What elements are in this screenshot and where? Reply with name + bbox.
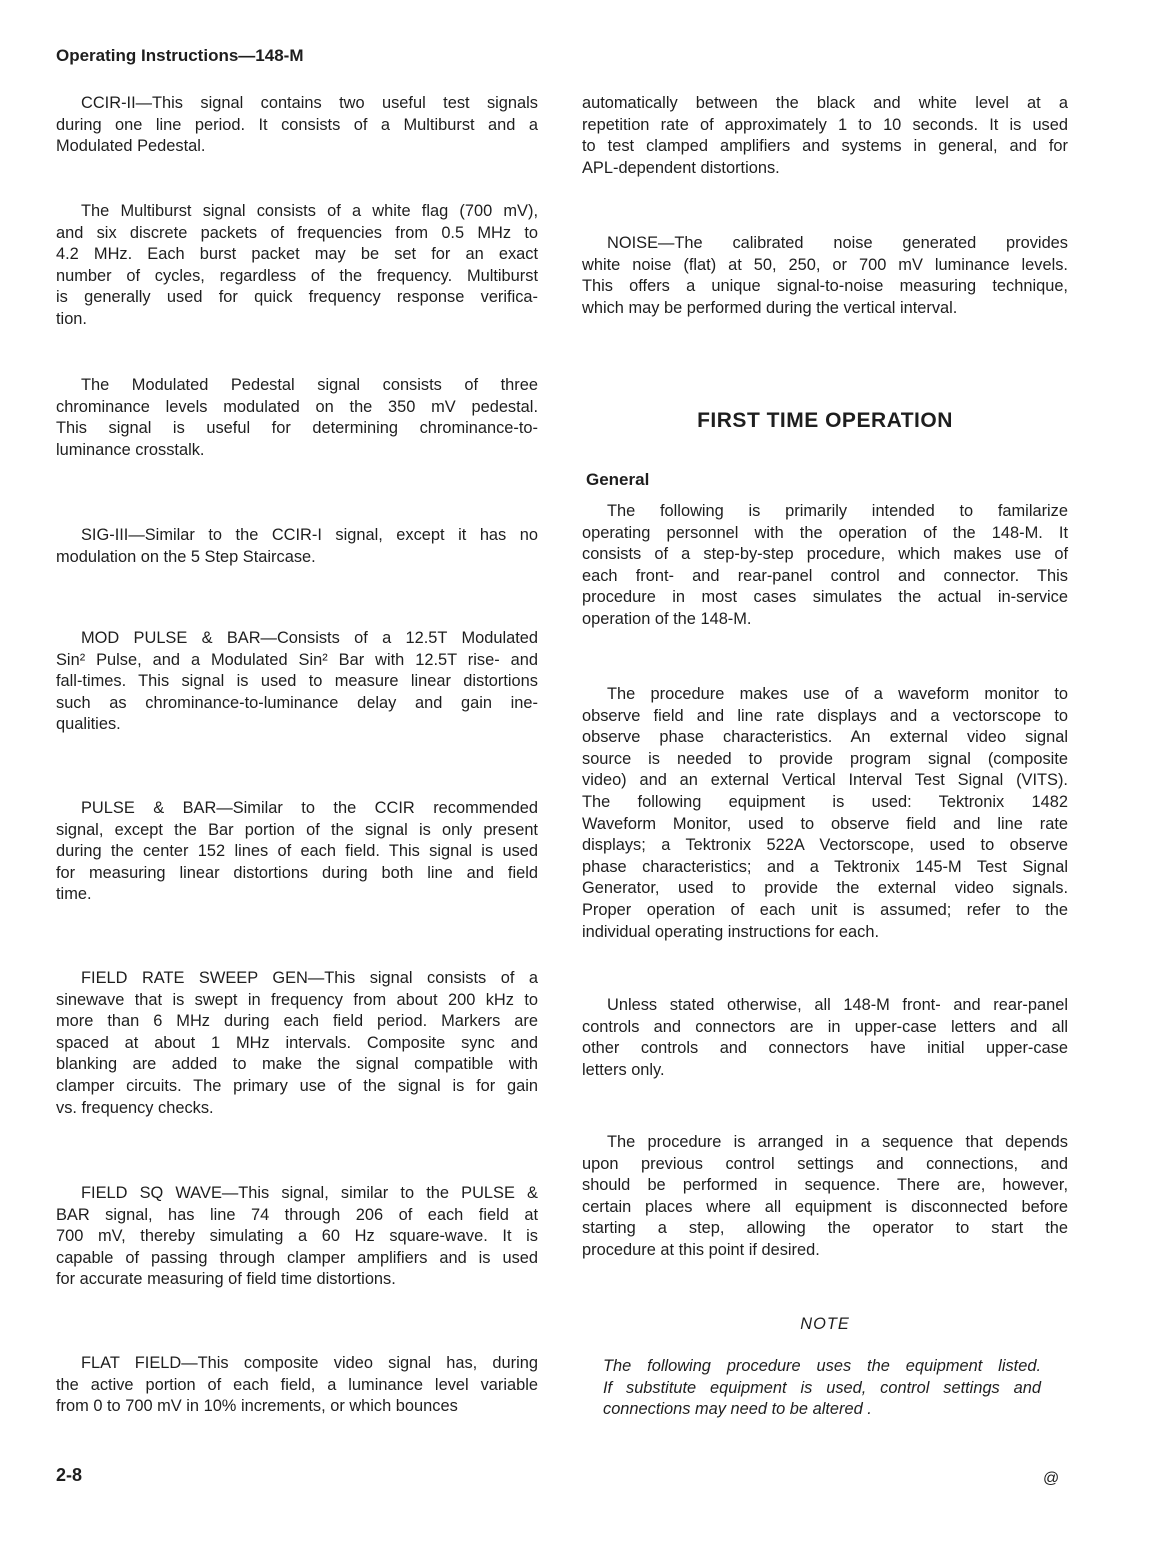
text-line: chrominance levels modulated on the 350 mV pedestal. <box>56 397 538 416</box>
paragraph-field-sq-wave <box>56 1183 538 1291</box>
text-line: should be performed in sequence. There are, however, <box>582 1176 1068 1195</box>
text-line: spaced at about 1 MHz intervals. Composite sync and <box>56 1033 538 1052</box>
text-line: which may be performed during the vertical interval. <box>582 298 958 317</box>
text-line: Sin² Pulse, and a Modulated Sin² Bar with 12.5T rise- and <box>56 650 538 669</box>
text-line: time. <box>56 885 92 904</box>
text-line: The following equipment is used: Tektronix 1482 <box>582 792 1068 811</box>
text-line: number of cycles, regardless of the frequency. Multiburst <box>56 266 538 285</box>
text-line: and six discrete packets of frequencies from 0.5 MHz to <box>56 223 538 242</box>
text-line: The following procedure uses the equipment listed. <box>603 1357 1041 1375</box>
text-line: upon previous control settings and connections, and <box>582 1154 1068 1173</box>
text-line: automatically between the black and white level at a <box>582 94 1068 112</box>
paragraph-sig-iii <box>56 525 538 568</box>
text-line: FIELD RATE SWEEP GEN—This signal consists of a <box>81 969 538 987</box>
paragraph-flat-field <box>56 1353 538 1418</box>
footer-mark: @ <box>1043 1470 1060 1487</box>
paragraph-sequence <box>582 1132 1068 1262</box>
text-line: other controls and connectors have initial upper-case <box>582 1039 1068 1058</box>
text-line: SIG-III—Similar to the CCIR-I signal, except it has no <box>81 526 538 544</box>
text-line: APL-dependent distortions. <box>582 158 780 177</box>
text-line: qualities. <box>56 715 121 734</box>
text-line: signal, except the Bar portion of the signal is only present <box>56 820 538 839</box>
text-line: NOISE—The calibrated noise generated provides <box>607 234 1068 252</box>
text-line: observe field and line rate displays and a vectorscope to <box>582 706 1068 725</box>
paragraph-conventions <box>582 995 1068 1081</box>
paragraph-pulse-bar <box>56 798 538 906</box>
text-line: during the center 152 lines of each field. This signal is used <box>56 842 538 861</box>
text-line: fall-times. This signal is used to measure linear distortions <box>56 672 538 691</box>
paragraph-multiburst <box>56 201 538 331</box>
text-line: BAR signal, has line 74 through 206 of each field at <box>56 1205 538 1224</box>
text-line: The Modulated Pedestal signal consists of three <box>81 376 538 394</box>
paragraph-continuation <box>582 93 1068 179</box>
subsection-title: General <box>586 470 650 489</box>
text-line: controls and connectors are in upper-case letters and all <box>582 1017 1068 1036</box>
text-line: for measuring linear distortions during both line and field <box>56 863 538 882</box>
text-line: Generator, used to provide the external video signals. <box>582 879 1068 898</box>
paragraph-mod-pulse-bar <box>56 628 538 736</box>
text-line: connections may need to be altered . <box>603 1400 872 1419</box>
text-line: for accurate measuring of field time distortions. <box>56 1270 396 1289</box>
text-line: Proper operation of each unit is assumed; refer to the <box>582 900 1068 919</box>
text-line: PULSE & BAR—Similar to the CCIR recommended <box>81 799 538 817</box>
text-line: white noise (flat) at 50, 250, or 700 mV luminance levels. <box>582 255 1068 274</box>
text-line: The following is primarily intended to familarize <box>607 502 1068 520</box>
text-line: each front- and rear-panel control and connector. This <box>582 566 1068 585</box>
text-line: procedure at this point if desired. <box>582 1240 820 1259</box>
text-line: observe phase characteristics. An external video signal <box>582 728 1068 747</box>
text-line: luminance crosstalk. <box>56 440 205 459</box>
text-line: individual operating instructions for each. <box>582 922 880 941</box>
text-line: repetition rate of approximately 1 to 10 seconds. It is used <box>582 115 1068 134</box>
paragraph-equipment <box>582 684 1068 943</box>
text-line: The Multiburst signal consists of a white flag (700 mV), <box>81 202 538 220</box>
text-line: displays; a Tektronix 522A Vectorscope, used to observe <box>582 836 1068 855</box>
running-header: Operating Instructions—148-M <box>56 46 304 65</box>
text-line: modulation on the 5 Step Staircase. <box>56 547 316 566</box>
text-line: Waveform Monitor, used to observe field and line rate <box>582 814 1068 833</box>
text-line: The procedure is arranged in a sequence that depends <box>607 1133 1068 1151</box>
text-line: from 0 to 700 mV in 10% increments, or which bounces <box>56 1397 458 1416</box>
text-line: FLAT FIELD—This composite video signal has, during <box>81 1354 538 1372</box>
text-line: during one line period. It consists of a Multiburst and a <box>56 115 538 134</box>
text-line: phase characteristics; and a Tektronix 145-M Test Signal <box>582 857 1068 876</box>
text-line: 700 mV, thereby simulating a 60 Hz square-wave. It is <box>56 1227 538 1246</box>
text-line: video) and an external Vertical Interval Test Signal (VITS). <box>582 771 1068 790</box>
paragraph-ccir-ii <box>56 93 538 158</box>
text-line: more than 6 MHz during each field period. Markers are <box>56 1012 538 1031</box>
page-number: 2-8 <box>56 1465 83 1485</box>
text-line: vs. frequency checks. <box>56 1098 214 1117</box>
paragraph-modulated-pedestal <box>56 375 538 461</box>
paragraph-noise <box>582 233 1068 319</box>
text-line: such as chrominance-to-luminance delay and gain ine- <box>56 693 538 712</box>
note-text <box>603 1356 1041 1421</box>
text-line: Unless stated otherwise, all 148-M front- and rear-panel <box>607 996 1068 1014</box>
text-line: operation of the 148-M. <box>582 609 752 628</box>
text-line: MOD PULSE & BAR—Consists of a 12.5T Modulated <box>81 629 538 647</box>
text-line: clamper circuits. The primary use of the signal is for gain <box>56 1076 538 1095</box>
note-title: NOTE <box>800 1315 850 1333</box>
text-line: This signal is useful for determining chrominance-to- <box>56 419 538 438</box>
text-line: FIELD SQ WAVE—This signal, similar to the PULSE & <box>81 1184 538 1202</box>
text-line: procedure in most cases simulates the actual in-service <box>582 588 1068 607</box>
section-title: FIRST TIME OPERATION <box>697 409 953 432</box>
text-line: letters only. <box>582 1060 665 1079</box>
text-line: CCIR-II—This signal contains two useful test signals <box>81 94 538 112</box>
text-line: The procedure makes use of a waveform monitor to <box>607 685 1068 703</box>
text-line: sinewave that is swept in frequency from about 200 kHz to <box>56 990 538 1009</box>
text-line: This offers a unique signal-to-noise measuring technique, <box>582 277 1068 296</box>
text-line: source is needed to provide program signal (composite <box>582 749 1068 768</box>
paragraph-general-intro <box>582 501 1068 631</box>
text-line: capable of passing through clamper amplifiers and is used <box>56 1248 538 1267</box>
text-line: Modulated Pedestal. <box>56 137 206 156</box>
text-line: certain places where all equipment is disconnected before <box>582 1197 1068 1216</box>
text-line: tion. <box>56 309 87 328</box>
paragraph-field-rate-sweep <box>56 968 538 1119</box>
text-line: starting a step, allowing the operator to start the <box>582 1219 1068 1238</box>
text-line: blanking are added to make the signal compatible with <box>56 1055 538 1074</box>
text-line: the active portion of each field, a luminance level variable <box>56 1375 538 1394</box>
text-line: If substitute equipment is used, control settings and <box>603 1378 1041 1397</box>
text-line: 4.2 MHz. Each burst packet may be set for an exact <box>56 245 538 264</box>
text-line: consists of a step-by-step procedure, which makes use of <box>582 545 1068 564</box>
text-line: to test clamped amplifiers and systems in general, and for <box>582 137 1068 156</box>
text-line: is generally used for quick frequency response verifica- <box>56 288 538 307</box>
text-line: operating personnel with the operation of the 148-M. It <box>582 523 1068 542</box>
